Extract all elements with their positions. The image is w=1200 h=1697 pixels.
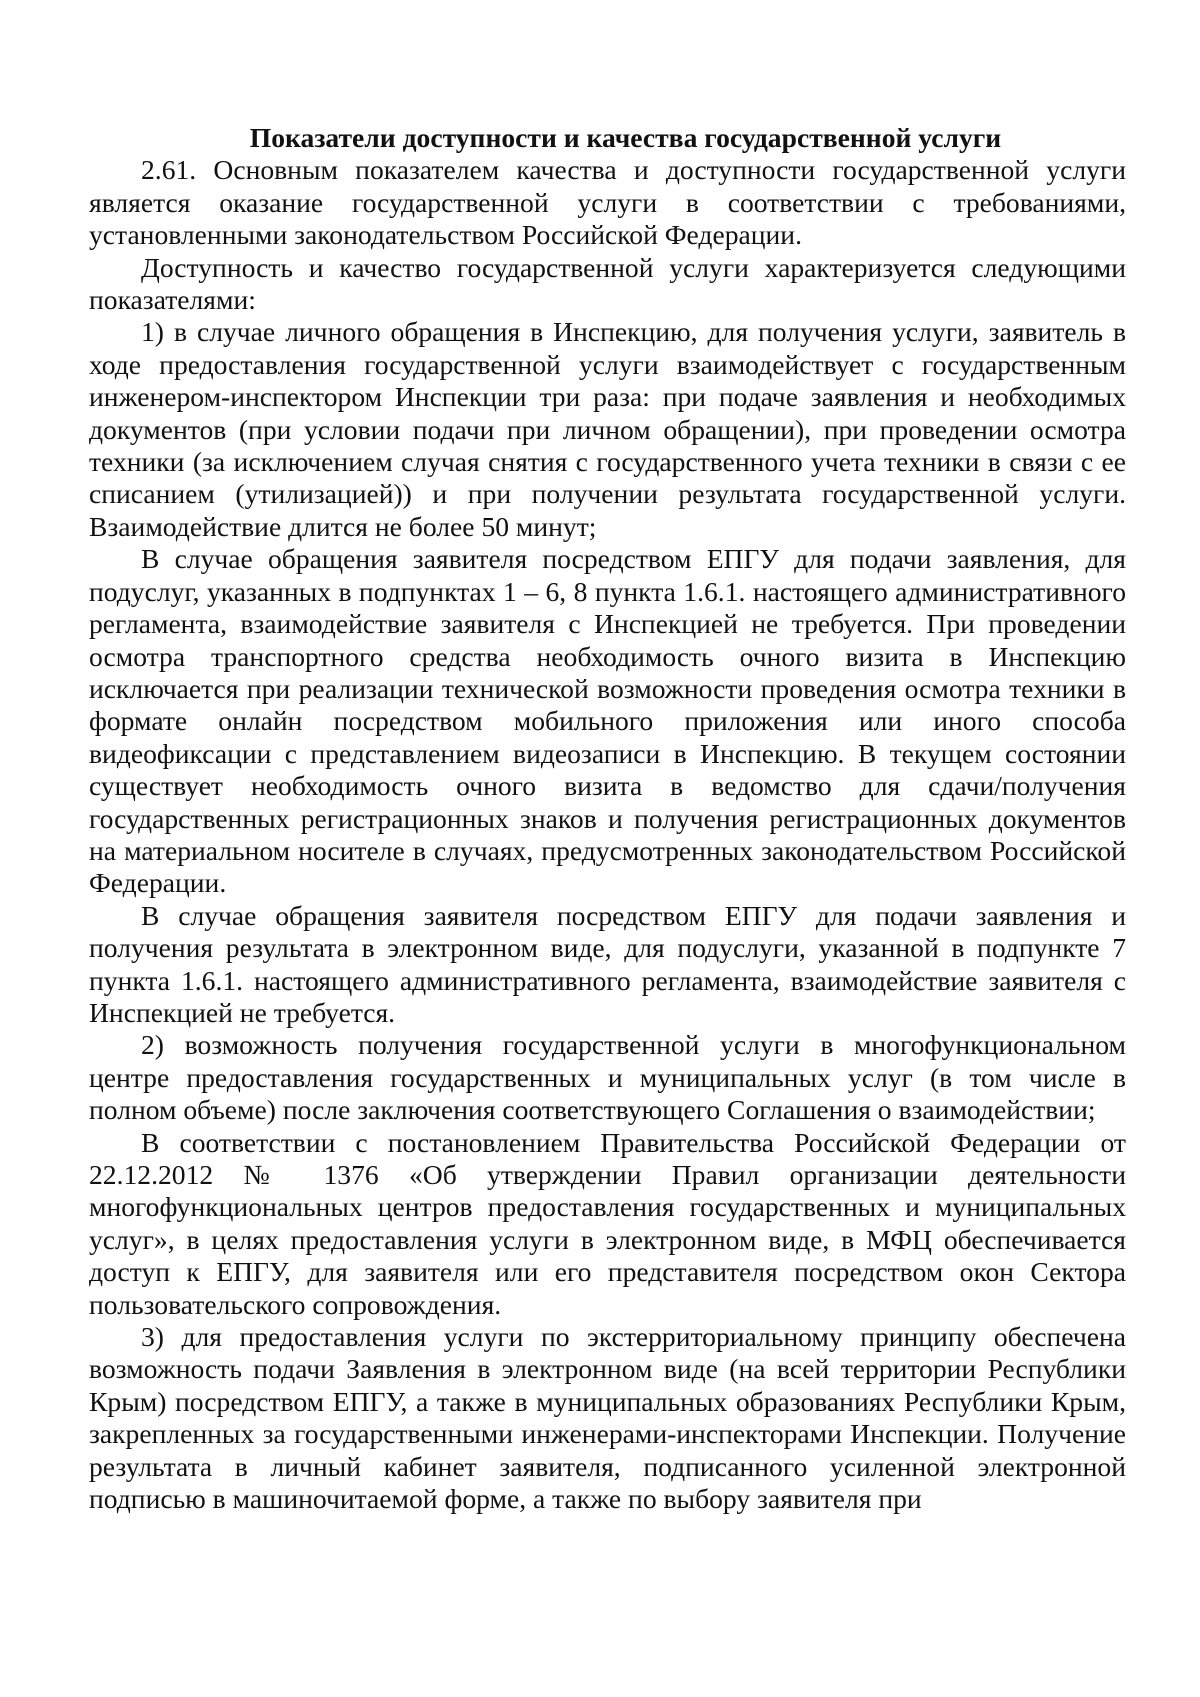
paragraph-indicators-intro: Доступность и качество государственной услуги характеризуется следующими показателями: xyxy=(89,251,1126,316)
paragraph-epgu-subservices: В случае обращения заявителя посредством ЕПГУ для подачи заявления, для подуслуг, указанных в подпунктах 1 – 6, 8 пункта 1.6.1. настоящего административного регламента, взаимодействие заявителя с Инспекцией не требуется. При проведении осмотра транспортного средства необходимость очного визита в Инспекцию исключается при реализации технической возможности проведения осмотра техники в формате онлайн посредством мобильного приложения или иного способа видеофиксации с представлением видеозаписи в Инспекцию. В текущем состоянии существует необходимость очного визита в ведомство для сдачи/получения государственных регистрационных знаков и получения регистрационных документов на материальном носителе в случаях, предусмотренных законодательством Российской Федерации. xyxy=(89,543,1126,899)
document-body xyxy=(89,122,1126,1515)
paragraph-item-3: 3) для предоставления услуги по экстерриториальному принципу обеспечена возможность подачи Заявления в электронном виде (на всей территории Республики Крым) посредством ЕПГУ, а также в муниципальных образованиях Республики Крым, закрепленных за государственными инженерами-инспекторами Инспекции. Получение результата в личный кабинет заявителя, подписанного усиленной электронной подписью в машиночитаемой форме, а также по выбору заявителя при xyxy=(89,1321,1126,1515)
paragraph-mfc-access: В соответствии с постановлением Правительства Российской Федерации от 22.12.2012 № 1376 «Об утверждении Правил организации деятельности многофункциональных центров предоставления государственных и муниципальных услуг», в целях предоставления услуги в электронном виде, в МФЦ обеспечивается доступ к ЕПГУ, для заявителя или его представителя посредством окон Сектора пользовательского сопровождения. xyxy=(89,1126,1126,1320)
paragraph-item-1: 1) в случае личного обращения в Инспекцию, для получения услуги, заявитель в ходе предоставления государственной услуги взаимодействует с государственным инженером-инспектором Инспекции три раза: при подаче заявления и необходимых документов (при условии подачи при личном обращении), при проведении осмотра техники (за исключением случая снятия с государственного учета техники в связи с ее списанием (утилизацией)) и при получении результата государственной услуги. Взаимодействие длится не более 50 минут; xyxy=(89,316,1126,542)
paragraph-epgu-electronic-result: В случае обращения заявителя посредством ЕПГУ для подачи заявления и получения результата в электронном виде, для подуслуги, указанной в подпункте 7 пункта 1.6.1. настоящего административного регламента, взаимодействие заявителя с Инспекцией не требуется. xyxy=(89,899,1126,1028)
paragraph-2-61: 2.61. Основным показателем качества и доступности государственной услуги является оказание государственной услуги в соответствии с требованиями, установленными законодательством Российской Федерации. xyxy=(89,154,1126,251)
paragraph-item-2: 2) возможность получения государственной услуги в многофункциональном центре предоставления государственных и муниципальных услуг (в том числе в полном объеме) после заключения соответствующего Соглашения о взаимодействии; xyxy=(89,1029,1126,1126)
section-title: Показатели доступности и качества государственной услуги xyxy=(249,122,1002,153)
